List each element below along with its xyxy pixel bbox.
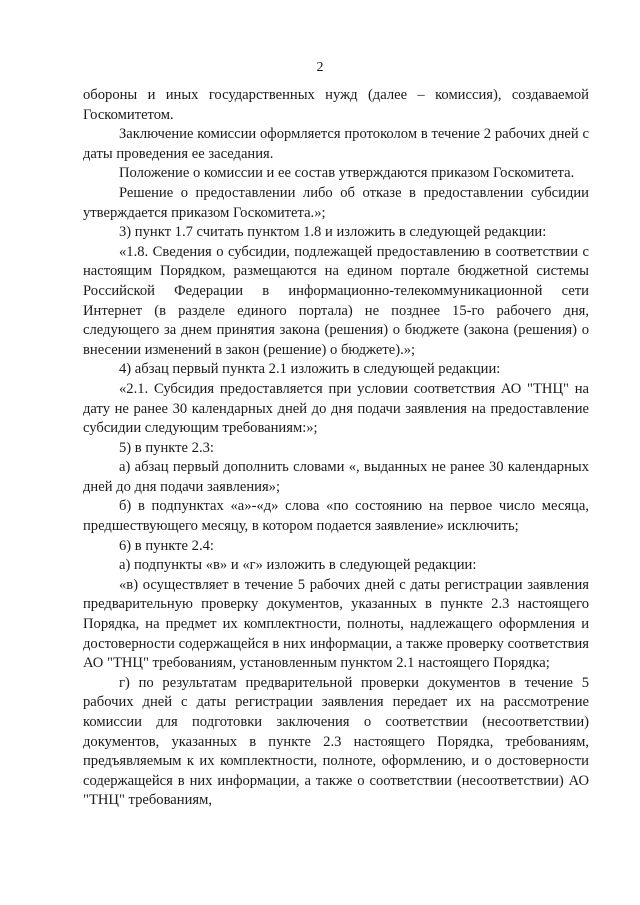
paragraph: 6) в пункте 2.4: — [119, 537, 214, 554]
paragraph: 5) в пункте 2.3: — [119, 439, 214, 456]
paragraph: обороны и иных государственных нужд (далее – комиссия), создаваемой Госкомитетом. — [83, 87, 589, 123]
paragraph: «2.1. Субсидия предоставляется при условии соответствия АО "ТНЦ" на дату не ранее 30 календарных дней до дня подачи заявления на предоставление субсидии следующим требованиям:»; — [83, 380, 589, 437]
paragraph: 3) пункт 1.7 считать пунктом 1.8 и изложить в следующей редакции: — [119, 224, 547, 241]
paragraph: Решение о предоставлении либо об отказе в предоставлении субсидии утверждается приказом Госкомитета.»; — [83, 184, 589, 221]
paragraph: 4) абзац первый пункта 2.1 изложить в следующей редакции: — [119, 361, 501, 378]
page-number: 2 — [316, 60, 324, 75]
paragraph: «1.8. Сведения о субсидии, подлежащей предоставлению в соответствии с настоящим Порядком, размещаются на едином портале бюджетной системы Российской Федерации в информационно-телекоммуникационной сети Интернет (в разделе единого портала) не позднее 15-го рабочего дня, следующего за днем принятия закона (решения) о бюджете (закона (решения) о внесении изменений в закон (решение) о бюджете).»; — [83, 243, 589, 358]
document-body — [83, 86, 589, 811]
paragraph: б) в подпунктах «а»-«д» слова «по состоянию на первое число месяца, предшествующего месяцу, в котором подается заявление» исключить; — [83, 498, 589, 535]
paragraph: «в) осуществляет в течение 5 рабочих дней с даты регистрации заявления предварительную проверку документов, указанных в пункте 2.3 настоящего Порядка, на предмет их комплектности, полноты, надлежащего оформления и достоверности содержащейся в них информации, а также проверку соответствия АО "ТНЦ" требованиям, установленным пунктом 2.1 настоящего Порядка; — [83, 576, 589, 672]
paragraph: а) абзац первый дополнить словами «, выданных не ранее 30 календарных дней до дня подачи заявления»; — [83, 459, 589, 495]
paragraph: Положение о комиссии и ее состав утверждаются приказом Госкомитета. — [119, 165, 575, 182]
paragraph: а) подпункты «в» и «г» изложить в следующей редакции: — [119, 557, 477, 574]
paragraph: г) по результатам предварительной проверки документов в течение 5 рабочих дней с даты регистрации заявления передает их на рассмотрение комиссии для подготовки заключения о соответствии (несоответствии) документов, указанных в пункте 2.3 настоящего Порядка, требованиям, предъявляемым к их комплектности, полноте, оформлению, и о достоверности содержащейся в них информации, а также о соответствии (несоответствии) АО "ТНЦ" требованиям, — [83, 674, 589, 809]
paragraph: Заключение комиссии оформляется протоколом в течение 2 рабочих дней с даты проведения ее заседания. — [83, 126, 589, 162]
